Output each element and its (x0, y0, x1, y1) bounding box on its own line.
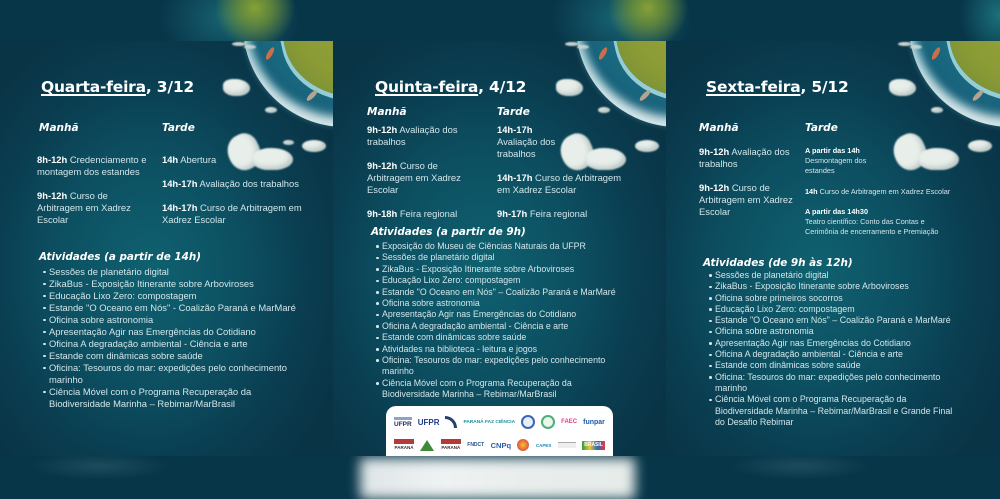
schedule-time: A partir das 14h (805, 146, 860, 155)
schedule-time: 8h-12h (37, 154, 68, 165)
schedule-text: Curso de Arbitragem em Xadrez Escolar (819, 187, 951, 196)
day-panel-thursday (333, 41, 666, 456)
activity-item: Atividades na biblioteca - leitura e jogos (376, 344, 620, 355)
cloud-icon (931, 107, 943, 113)
activity-item: Educação Lixo Zero: compostagem (43, 290, 301, 302)
activity-item: Estande "O Oceano em Nós" - Coalizão Paraná e MarMaré (43, 302, 301, 314)
day-title (375, 78, 526, 96)
activity-item: Oficina A degradação ambiental - Ciência e arte (376, 321, 620, 332)
activity-item: Oficina sobre astronomia (709, 326, 959, 337)
activity-item: Estande com dinâmicas sobre saúde (709, 360, 959, 371)
governo-brasil-logo: BRASIL (584, 441, 603, 448)
activity-item: Sessões de planetário digital (376, 252, 620, 263)
schedule-item (367, 208, 464, 220)
cloud-icon (910, 45, 922, 49)
cloud-icon (577, 45, 589, 49)
afternoon-schedule (805, 146, 963, 237)
cloud-icon (265, 107, 277, 113)
sponsor-logos-row-1 (394, 412, 605, 432)
cloud-icon (889, 79, 916, 96)
schedule-time: 9h-12h (367, 124, 398, 135)
schedule-time: 9h-12h (37, 190, 68, 201)
activity-item: Estande com dinâmicas sobre saúde (376, 332, 620, 343)
schedule-time: 9h-12h (367, 160, 398, 171)
globe-illustration (909, 41, 1000, 127)
schedule-item (699, 146, 796, 170)
cloud-icon (302, 140, 326, 152)
day-title (706, 78, 849, 96)
schedule-text: Avaliação dos trabalhos (497, 136, 556, 159)
activity-item: Apresentação Agir nas Emergências do Cotidiano (709, 338, 959, 349)
cloud-icon (556, 79, 583, 96)
activity-item: Oficina A degradação ambiental - Ciência e arte (709, 349, 959, 360)
schedule-text: Cerimônia de encerramento e Premiação (805, 227, 939, 236)
schedule-time: 9h-12h (699, 146, 730, 157)
activities-heading: Atividades (a partir de 14h) (39, 251, 202, 263)
cloud-icon (598, 107, 610, 113)
activity-item: Ciência Móvel com o Programa Recuperação da Biodiversidade Marinha – Rebimar/MarBrasil (43, 386, 301, 410)
activities-heading: Atividades (a partir de 9h) (371, 226, 526, 238)
afternoon-schedule (497, 124, 631, 232)
activities-list (709, 270, 959, 428)
funpar-logo: funpar (583, 418, 605, 426)
schedule-text: Credenciamento e montagem dos estandes (37, 154, 147, 177)
signal-logo (445, 416, 457, 428)
activity-item: ZikaBus - Exposição Itinerante sobre Arboviroses (709, 281, 959, 292)
activity-item: Oficina sobre astronomia (43, 314, 301, 326)
cloud-icon (223, 79, 250, 96)
schedule-text: Desmontagem dos estandes (805, 156, 867, 175)
land-mass (604, 41, 666, 112)
parana-crest-logo: PARANÁ (441, 439, 461, 451)
activity-item: Apresentação Agir nas Emergências do Cotidiano (376, 309, 620, 320)
schedule-text: Curso de Arbitragem em Xadrez Escolar (37, 190, 131, 225)
ministry-logo (558, 442, 576, 448)
cnpq-logo: CNPq (490, 440, 512, 450)
day-name: Quinta-feira (375, 78, 479, 96)
activity-item: Oficina A degradação ambiental - Ciência e arte (43, 338, 301, 350)
schedule-item (367, 124, 464, 148)
activities-list (376, 241, 620, 401)
flower-logo (517, 439, 529, 451)
schedule-text: Teatro científico: Conto das Contas e (805, 217, 925, 226)
activity-item: Educação Lixo Zero: compostagem (709, 304, 959, 315)
morning-schedule (367, 124, 464, 232)
day-panel-wednesday (0, 41, 333, 456)
schedule-time: 9h-17h (497, 208, 528, 219)
ufpr-seal-logo: UFPR (394, 417, 412, 428)
activity-item: Exposição do Museu de Ciências Naturais da UFPR (376, 241, 620, 252)
morning-heading: Manhã (367, 106, 407, 118)
activity-item: Oficina: Tesouros do mar: expedições pelo conhecimento marinho (709, 372, 959, 395)
activity-item: Estande "O Oceano em Nós" – Coalizão Paraná e MarMaré (376, 287, 620, 298)
schedule-item (805, 146, 867, 176)
activity-item: ZikaBus - Exposição Itinerante sobre Arboviroses (376, 264, 620, 275)
morning-schedule (37, 154, 151, 238)
activity-item: Oficina: Tesouros do mar: expedições pelo conhecimento marinho (43, 362, 301, 386)
day-date: , 5/12 (800, 78, 849, 96)
schedule-item (162, 154, 304, 166)
parana-crest-logo: PARANÁ (394, 439, 414, 451)
day-name: Quarta-feira (41, 78, 146, 96)
ufpr-logo: UFPR (417, 417, 440, 427)
activity-item: Ciência Móvel com o Programa Recuperação da Biodiversidade Marinha – Rebimar/MarBrasil e Grande Final do Desafio Rebimar (709, 394, 959, 428)
schedule-text: Avaliação dos trabalhos (199, 178, 299, 189)
activity-item: ZikaBus - Exposição Itinerante sobre Arboviroses (43, 278, 301, 290)
morning-schedule (699, 146, 796, 230)
land-mass (937, 41, 1000, 112)
afternoon-heading: Tarde (805, 122, 838, 134)
fndct-logo: FNDCT (467, 441, 485, 448)
activity-item: Estande "O Oceano em Nós" – Coalizão Paraná e MarMaré (709, 315, 959, 326)
schedule-text: Curso de Arbitragem em Xadrez Escolar (367, 160, 461, 195)
day-date: , 3/12 (145, 78, 194, 96)
activity-item: Oficina sobre astronomia (376, 298, 620, 309)
schedule-text: Abertura (180, 154, 217, 165)
fish-icon (930, 46, 941, 61)
fish-icon (597, 46, 608, 61)
afternoon-heading: Tarde (497, 106, 530, 118)
faec-logo: FAEC (561, 418, 578, 425)
schedule-text: Curso de Arbitragem em Xadrez Escolar (497, 172, 622, 195)
schedule-time: 14h-17h (162, 178, 198, 189)
schedule-time: 14h (162, 154, 179, 165)
day-panel-friday (666, 41, 1000, 456)
schedule-item (497, 208, 631, 220)
activity-item: Ciência Móvel com o Programa Recuperação da Biodiversidade Marinha – Rebimar/MarBrasil (376, 378, 620, 401)
schedule-text: Avaliação dos trabalhos (699, 146, 790, 169)
land-mass (271, 41, 333, 112)
schedule-time: 9h-18h (367, 208, 398, 219)
globe-illustration (243, 41, 333, 127)
afternoon-heading: Tarde (162, 122, 195, 134)
day-name: Sexta-feira (706, 78, 801, 96)
schedule-item (162, 202, 304, 226)
activities-list (43, 266, 301, 410)
activity-item: Sessões de planetário digital (709, 270, 959, 281)
dolphin-icon (971, 89, 984, 102)
capes-logo: CAPES (535, 442, 552, 448)
araucaria-logo (420, 440, 434, 451)
schedule-item (805, 207, 963, 237)
morning-heading: Manhã (699, 122, 739, 134)
schedule-time: A partir das 14h30 (805, 207, 868, 216)
morning-heading: Manhã (39, 122, 79, 134)
schedule-item (162, 178, 304, 190)
activity-item: Educação Lixo Zero: compostagem (376, 275, 620, 286)
activity-item: Estande com dinâmicas sobre saúde (43, 350, 301, 362)
schedule-item (37, 190, 151, 226)
blue-seal-logo (521, 415, 535, 429)
activity-item: Apresentação Agir nas Emergências do Cotidiano (43, 326, 301, 338)
activities-heading: Atividades (de 9h às 12h) (703, 257, 853, 269)
day-title (41, 78, 194, 96)
sponsor-logos-card (386, 406, 613, 456)
schedule-text: Curso de Arbitragem em Xadrez Escolar (699, 182, 793, 217)
blurred-logo-strip (360, 458, 635, 499)
fish-icon (264, 46, 275, 61)
schedule-item (699, 182, 796, 218)
activity-item: Oficina: Tesouros do mar: expedições pelo conhecimento marinho (376, 355, 620, 378)
dolphin-icon (305, 89, 318, 102)
schedule-text: Feira regional (529, 208, 588, 219)
schedule-time: 14h (805, 187, 818, 196)
sponsor-logos-row-2 (394, 435, 605, 455)
schedule-time: 14h-17h (162, 202, 198, 213)
schedule-item (37, 154, 151, 178)
cloud-icon (244, 45, 256, 49)
schedule-item (367, 160, 464, 196)
schedule-text: Feira regional (399, 208, 458, 219)
schedule-item (497, 124, 559, 160)
globe-illustration (576, 41, 666, 127)
blurred-background-top (0, 0, 1000, 41)
activity-item: Oficina sobre primeiros socorros (709, 293, 959, 304)
schedule-time: 9h-12h (699, 182, 730, 193)
schedule-text: Curso de Arbitragem em Xadrez Escolar (162, 202, 302, 225)
schedule-item (497, 172, 631, 196)
schedule-text: Avaliação dos trabalhos (367, 124, 458, 147)
cloud-icon (968, 140, 992, 152)
afternoon-schedule (162, 154, 304, 238)
schedule-item (805, 187, 963, 197)
cloud-icon (635, 140, 659, 152)
dolphin-icon (638, 89, 651, 102)
cloud-icon (283, 140, 294, 145)
green-seal-logo (541, 415, 555, 429)
schedule-time: 14h-17h (497, 124, 533, 135)
day-date: , 4/12 (478, 78, 527, 96)
activity-item: Sessões de planetário digital (43, 266, 301, 278)
schedule-time: 14h-17h (497, 172, 533, 183)
parana-faz-ciencia-logo: PARANÁ FAZ CIÊNCIA (463, 419, 516, 425)
